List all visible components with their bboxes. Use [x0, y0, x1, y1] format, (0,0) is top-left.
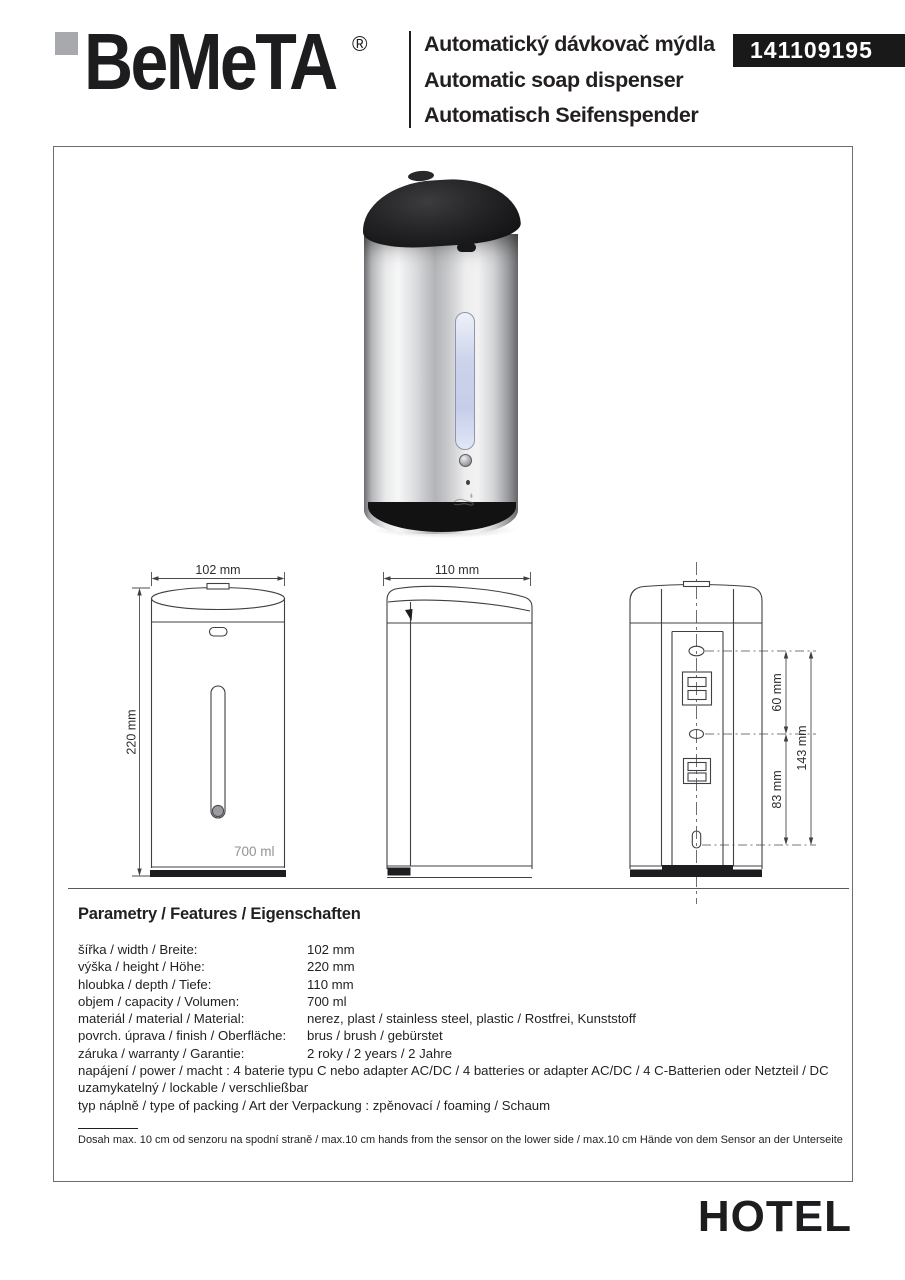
header-divider [409, 31, 411, 128]
footnote-rule [78, 1128, 138, 1129]
sensor-range-footnote: Dosah max. 10 cm od senzoru na spodní straně / max.10 cm hands from the sensor on the lower side / max.10 cm Hände von dem Sensor an der Unterseite [78, 1134, 843, 1146]
product-photo [362, 170, 522, 542]
registered-trademark-icon: ® [352, 33, 368, 56]
parameter-row-full: uzamykatelný / lockable / verschließbar [78, 1080, 309, 1096]
hotel-series-logo: HOTEL [697, 1192, 852, 1241]
parameter-value: 2 roky / 2 years / 2 Jahre [307, 1045, 453, 1061]
product-titles [424, 27, 715, 134]
parameter-value: 102 mm [307, 942, 355, 957]
parameter-label: materiál / material / Material: [78, 1011, 245, 1027]
parameter-row [78, 958, 848, 975]
rear-lower-spacing-label: 83 mm [770, 770, 784, 809]
product-code-badge [733, 34, 905, 67]
parameter-row [78, 976, 848, 993]
soap-level-window [455, 312, 475, 450]
parameter-row-full: typ náplně / type of packing / Art der Verpackung : zpěnovací / foaming / Schaum [78, 1097, 551, 1113]
front-view-drawing [125, 563, 287, 877]
ir-sensor [457, 243, 476, 252]
side-depth-dimension-label: 110 mm [434, 563, 480, 577]
parameter-row [78, 1027, 848, 1044]
hand-sensor-icon [452, 492, 482, 510]
parameter-value: nerez, plast / stainless steel, plastic / Rostfrei, Kunststoff [307, 1011, 636, 1027]
parameter-label: hloubka / depth / Tiefe: [78, 976, 212, 992]
parameter-label: šířka / width / Breite: [78, 942, 198, 957]
parameter-label: objem / capacity / Volumen: [78, 993, 240, 1009]
parameter-value: 220 mm [307, 959, 355, 975]
parameter-value: brus / brush / gebürstet [307, 1028, 443, 1044]
pump-ball [459, 454, 472, 467]
parameter-value: 110 mm [307, 976, 354, 992]
dispenser-body [364, 234, 518, 534]
parameter-label: záruka / warranty / Garantie: [78, 1045, 245, 1061]
front-height-dimension-label: 220 mm [124, 709, 139, 755]
side-view-drawing [384, 563, 533, 878]
technical-drawings [53, 556, 853, 908]
capacity-label: 700 ml [234, 844, 275, 859]
parameters-heading: Parametry / Features / Eigenschaften [78, 905, 361, 923]
section-divider [68, 888, 849, 889]
parameter-row [78, 1010, 848, 1027]
parameter-label: výška / height / Höhe: [78, 959, 205, 975]
brand-logo-square [55, 32, 78, 55]
outlet-hole [466, 480, 470, 485]
rear-upper-spacing-label: 60 mm [770, 673, 784, 712]
parameter-row [78, 1045, 848, 1062]
brand-logo: BeMeTA [84, 17, 336, 106]
parameter-row-full: napájení / power / macht : 4 baterie typu C nebo adapter AC/DC / 4 batteries or adapter AC/DC / 4 C-Batterien oder Netzteil / DC [78, 1063, 829, 1079]
rear-view-drawing [630, 562, 816, 904]
product-title-en: Automatic soap dispenser [424, 67, 684, 92]
parameters-table [78, 941, 848, 1114]
parameter-row [78, 993, 848, 1010]
front-width-dimension-label: 102 mm [195, 563, 241, 577]
product-code: 141109195 [750, 37, 873, 63]
parameter-value: 700 ml [307, 993, 347, 1009]
product-title-cs: Automatický dávkovač mýdla [424, 32, 715, 56]
parameter-label: povrch. úprava / finish / Oberfläche: [78, 1028, 287, 1044]
parameter-row [78, 941, 848, 958]
product-title-de: Automatisch Seifenspender [424, 103, 699, 127]
rear-total-spacing-label: 143 mm [795, 725, 809, 771]
